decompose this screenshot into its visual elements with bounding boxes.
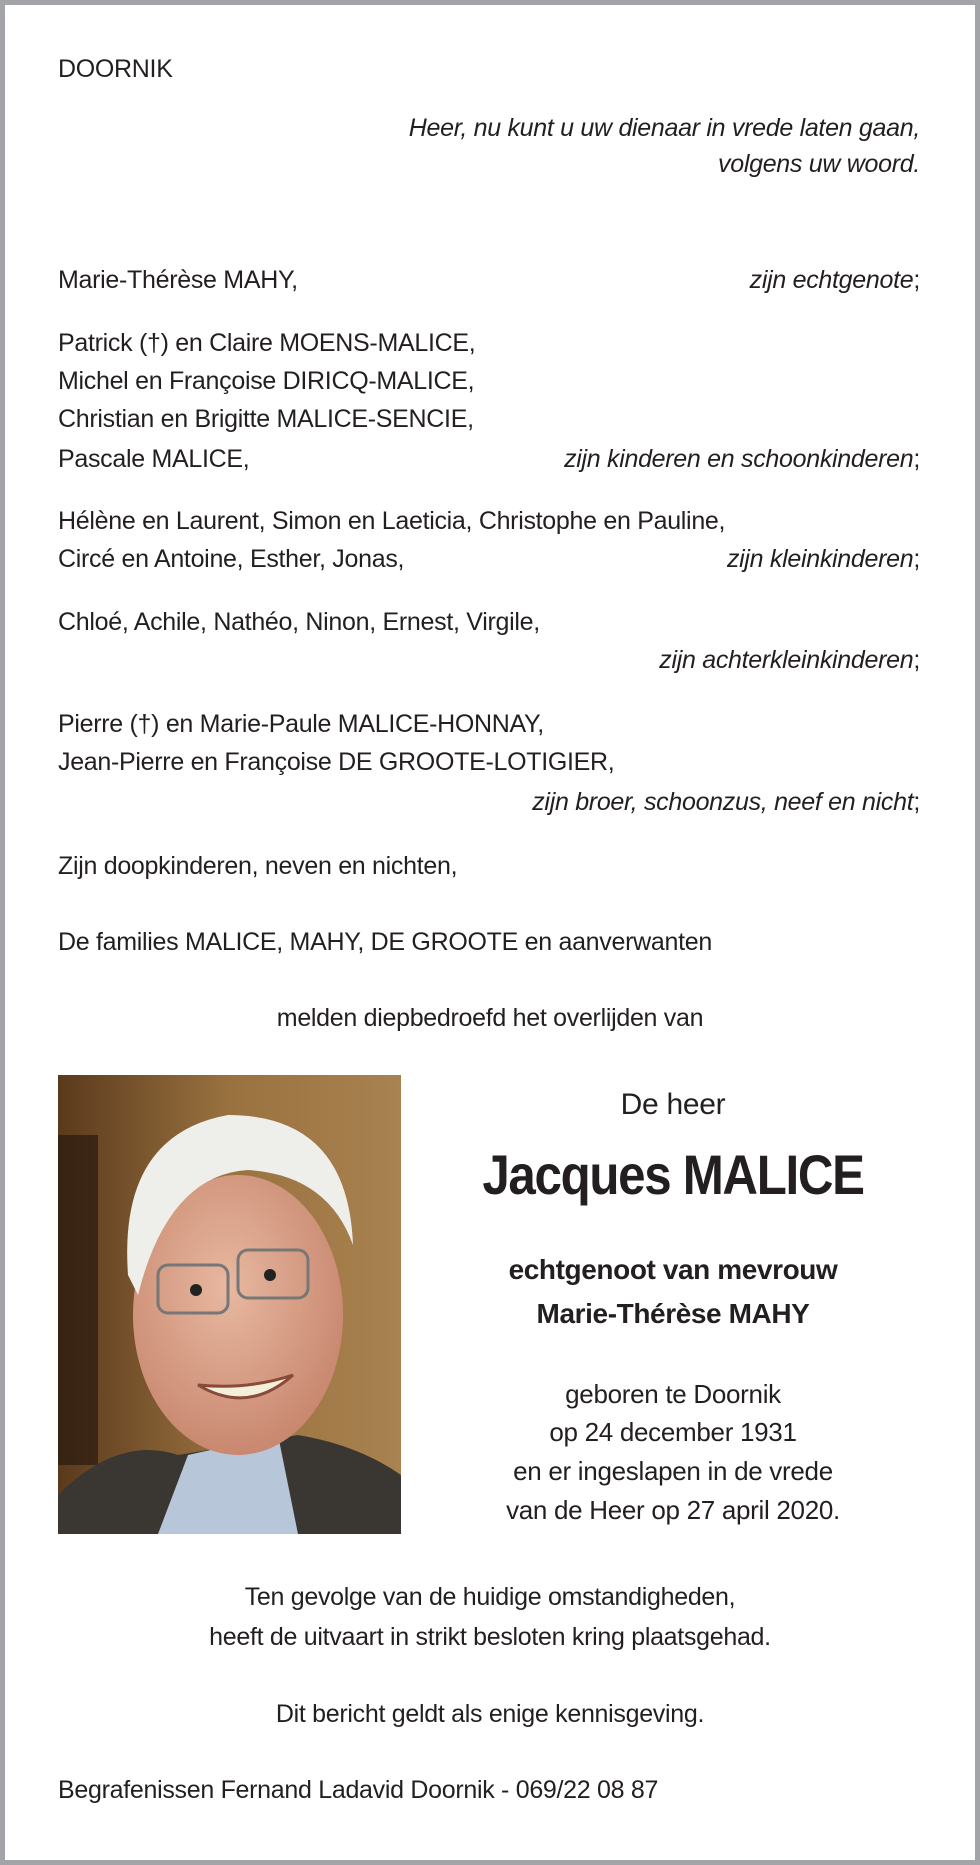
announcement: melden diepbedroefd het overlijden van (276, 1004, 704, 1032)
undertaker: Begrafenissen Fernand Ladavid Doornik - 069/22 08 87 (58, 1776, 659, 1804)
spouse-role: zijn echtgenote; (749, 266, 920, 294)
siblings-role: zijn broer, schoonzus, neef en nicht; (532, 788, 920, 816)
quote-line-2: volgens uw woord. (718, 150, 920, 178)
sibling-line: Pierre (†) en Marie-Paule MALICE-HONNAY, (58, 710, 544, 738)
child-line: Christian en Brigitte MALICE-SENCIE, (58, 405, 474, 433)
child-line: Patrick (†) en Claire MOENS-MALICE, (58, 329, 476, 357)
godchildren: Zijn doopkinderen, neven en nichten, (58, 852, 458, 880)
notice: Dit bericht geldt als enige kennisgeving. (275, 1700, 705, 1728)
deceased-portrait (58, 1075, 401, 1534)
deceased-title: De heer (620, 1088, 726, 1121)
grandchildren-role: zijn kleinkinderen; (726, 545, 920, 573)
grandchild-line: Hélène en Laurent, Simon en Laeticia, Christophe en Pauline, (58, 507, 726, 535)
deceased-detail: geboren te Doornik (565, 1379, 781, 1409)
families: De families MALICE, MAHY, DE GROOTE en aanverwanten (58, 928, 712, 956)
deceased-detail: op 24 december 1931 (549, 1417, 797, 1447)
children-role: zijn kinderen en schoonkinderen; (564, 445, 920, 473)
spouse-name: Marie-Thérèse MAHY, (58, 266, 298, 294)
child-line: Michel en Françoise DIRICQ-MALICE, (58, 367, 475, 395)
sibling-line: Jean-Pierre en Françoise DE GROOTE-LOTIGIER, (58, 748, 615, 776)
deceased-name: Jacques MALICE (482, 1143, 864, 1206)
funeral-line-2: heeft de uitvaart in strikt besloten kring plaatsgehad. (209, 1623, 771, 1651)
quote-line-1: Heer, nu kunt u uw dienaar in vrede laten gaan, (408, 114, 920, 142)
deceased-detail: en er ingeslapen in de vrede (513, 1456, 833, 1486)
deceased-detail: van de Heer op 27 april 2020. (506, 1495, 840, 1525)
deceased-spouse-line-2: Marie-Thérèse MAHY (536, 1298, 810, 1329)
deceased-spouse-line-1: echtgenoot van mevrouw (508, 1254, 838, 1285)
grandchild-line: Circé en Antoine, Esther, Jonas, (58, 545, 405, 573)
child-line: Pascale MALICE, (58, 445, 250, 473)
place: DOORNIK (58, 55, 173, 83)
great-grandchildren-role: zijn achterkleinkinderen; (659, 646, 920, 674)
funeral-line-1: Ten gevolge van de huidige omstandigheden, (244, 1583, 736, 1611)
great-grandchild-line: Chloé, Achile, Nathéo, Ninon, Ernest, Virgile, (58, 608, 540, 636)
